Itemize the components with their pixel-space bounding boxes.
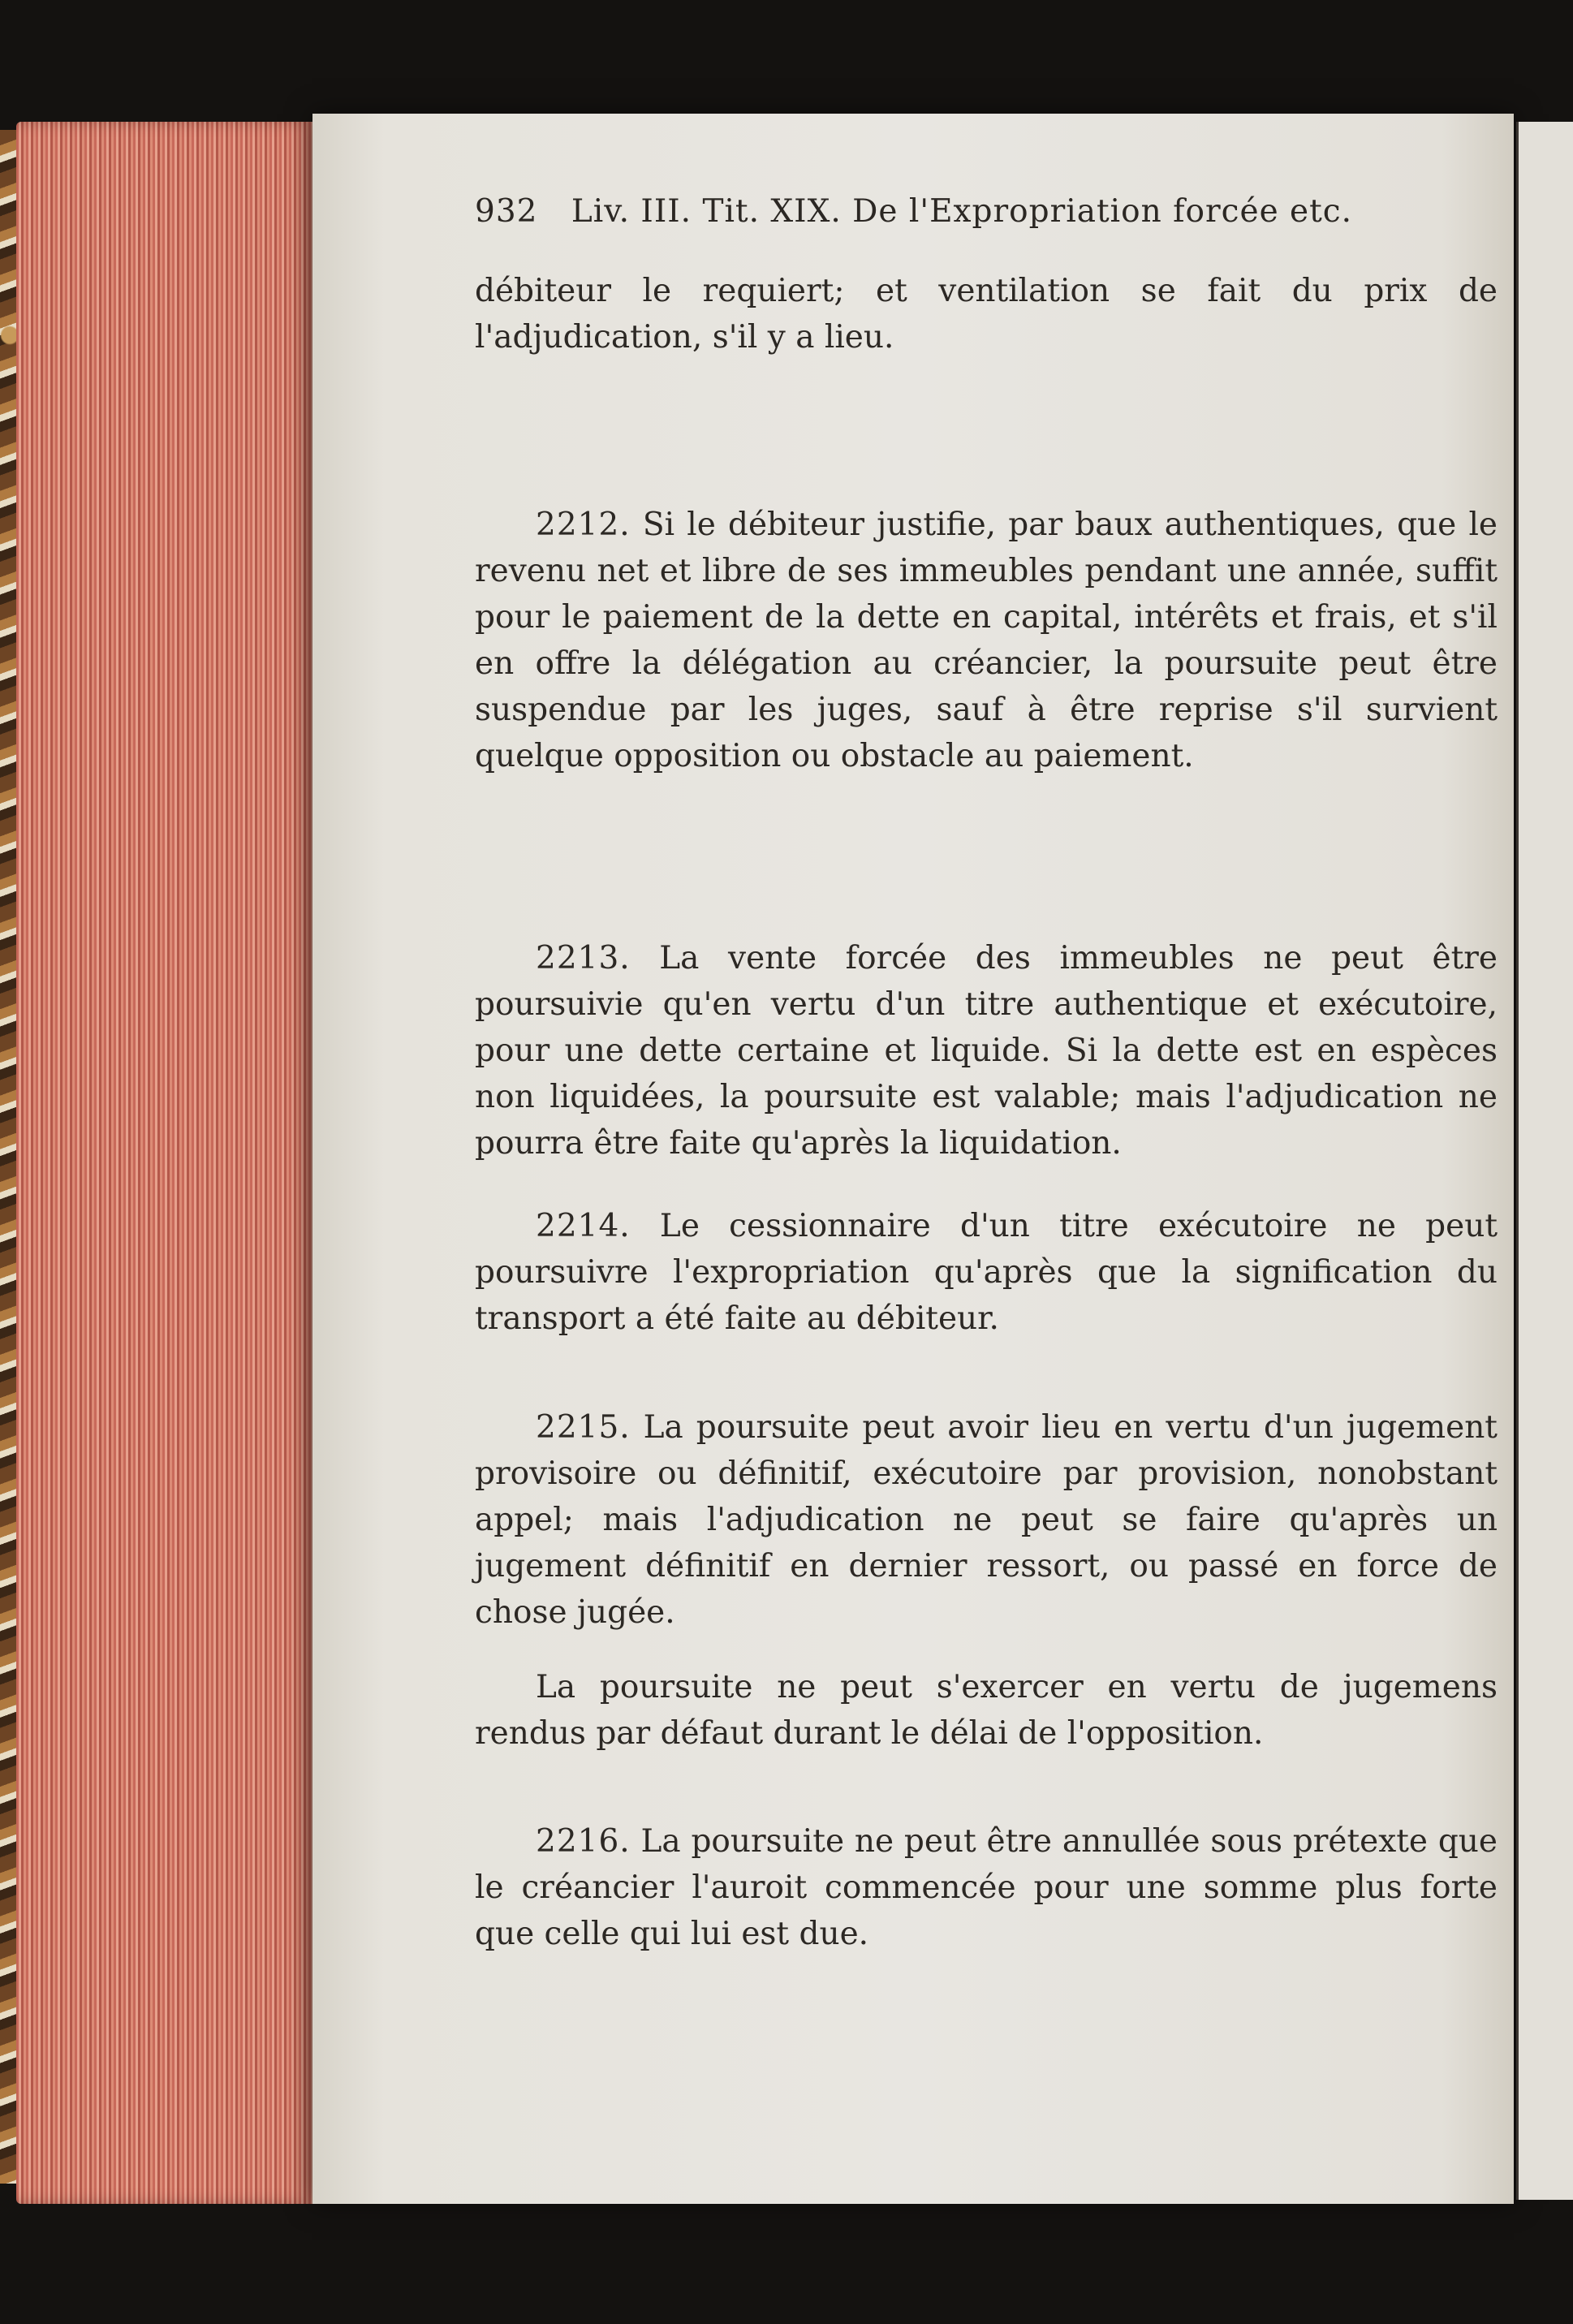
next-page-edge [1516,122,1573,2200]
article-2214 [475,1203,1498,1342]
running-title: Liv. III. Tit. XIX. De l'Expropriation forcée etc. [571,193,1353,230]
article-number: 2215. [536,1409,631,1446]
article-number: 2214. [536,1208,631,1244]
page-edges [16,122,315,2204]
article-text: Si le débiteur justifie, par baux authentiques, que le revenu net et libre de ses immeubles pendant une année, suffit pour le paiement de la dette en capital, intérêts et frais, et s'il en offre la délégation au créancier, la poursuite peut être suspendue par les juges, sauf à être reprise s'il survient quelque opposition ou obstacle au paiement. [475,507,1498,774]
article-text: La poursuite peut avoir lieu en vertu d'un jugement provisoire ou définitif, exécutoire par provision, nonobstant appel; mais l'adjudication ne peut se faire qu'après un jugement définitif en dernier ressort, ou passé en force de chose jugée. [475,1409,1498,1631]
article-text: La vente forcée des immeubles ne peut être poursuivie qu'en vertu d'un titre authentique et exécutoire, pour une dette certaine et liquide. Si la dette est en espèces non liquidées, la poursuite est valable; mais l'adjudication ne pourra être faite qu'après la liquidation. [475,940,1498,1162]
paragraph-text: La poursuite ne peut s'exercer en vertu de jugemens rendus par défaut durant le délai de l'opposition. [475,1669,1498,1752]
paragraph-2215-continued [475,1664,1498,1757]
article-number: 2213. [536,940,631,977]
article-text: Le cessionnaire d'un titre exécutoire ne peut poursuivre l'expropriation qu'après que la signification du transport a été faite au débiteur. [475,1208,1498,1337]
book-page [312,114,1514,2204]
running-head [475,193,1498,242]
paragraph-continuation [475,268,1498,360]
article-number: 2212. [536,507,631,543]
article-2213 [475,935,1498,1166]
article-number: 2216. [536,1823,631,1860]
article-2212 [475,502,1498,779]
page-number: 932 [475,193,538,230]
article-2215 [475,1404,1498,1636]
paragraph-text: débiteur le requiert; et ventilation se fait du prix de l'adjudication, s'il y a lieu. [475,273,1498,356]
article-text: La poursuite ne peut être annullée sous prétexte que le créancier l'auroit commencée pour une somme plus forte que celle qui lui est due. [475,1823,1498,1952]
article-2216 [475,1818,1498,1957]
